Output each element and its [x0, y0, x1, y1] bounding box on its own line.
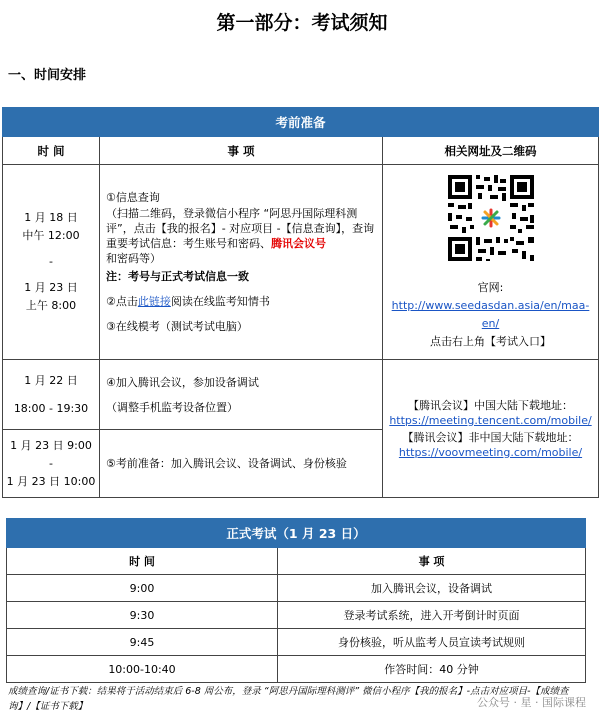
time-line: 上午 8:00 [25, 299, 77, 312]
info-desc-tail: 和密码等） [106, 252, 161, 265]
time-line: 中午 12:00 [22, 229, 80, 242]
exam-time: 9:30 [7, 602, 278, 629]
item-pre-exam: ⑤考前准备：加入腾讯会议、设备调试、身份核验 [106, 457, 347, 470]
time-line: 1 月 23 日 [24, 281, 78, 294]
site-hint: 点击右上角【考试入口】 [430, 335, 551, 348]
row1-items [100, 165, 383, 360]
time-line: 1 月 22 日 [24, 373, 78, 387]
item-adjust-device: （调整手机监考设备位置） [106, 400, 238, 414]
time-line: 1 月 18 日 [24, 211, 78, 224]
exam-header-time: 时 间 [7, 548, 278, 575]
row1-links [383, 165, 599, 360]
note-text: 注：考号与正式考试信息一致 [106, 270, 249, 283]
table-row [3, 165, 599, 360]
exam-header-item: 事 项 [278, 548, 586, 575]
time-line: 1 月 23 日 9:00 [10, 438, 92, 452]
table-row [3, 360, 599, 430]
item-info-query: ①信息查询 [106, 191, 160, 204]
notice-link[interactable]: 此链接 [137, 295, 171, 308]
qr-code[interactable] [446, 173, 536, 263]
time-line: - [49, 255, 53, 268]
exam-band: 正式考试（1 月 23 日） [7, 519, 586, 548]
download-label-cn: 【腾讯会议】中国大陆下载地址： [408, 398, 573, 412]
exam-table [6, 518, 586, 683]
item-mock-exam: ③在线模考（测试考试电脑） [106, 320, 248, 333]
site-label: 官网: [477, 281, 504, 294]
exam-time: 10:00-10:40 [7, 656, 278, 683]
header-links: 相关网址及二维码 [383, 137, 599, 165]
row1-time [3, 165, 100, 360]
exam-item: 登录考试系统，进入开考倒计时页面 [278, 602, 586, 629]
footer-note: 成绩查询/证书下载：结果将于活动结束后 6-8 周公布，登录 “阿思丹国际理科测评” 微信小程序【我的报名】-点击对应项目-【成绩查询】/【证书下载】 [8, 686, 569, 712]
info-desc-text: （扫描二维码，登录微信小程序 “阿思丹国际理科测评”，点击【我的报名】- 对应项目 -【信息查询】，查询重要考试信息：考生账号和密码、 [106, 207, 375, 250]
item-info-desc [106, 206, 377, 266]
prep-table [2, 107, 599, 498]
row2-items [100, 360, 383, 430]
row3-time [3, 430, 100, 498]
section-heading: 一、时间安排 [8, 68, 87, 83]
row2-time [3, 360, 100, 430]
time-line: - [49, 456, 53, 470]
download-link-cn[interactable]: https://meeting.tencent.com/mobile/ [389, 413, 592, 427]
site-link[interactable]: http://www.seedasdan.asia/en/maa-en/ [391, 299, 590, 330]
link-prefix: ②点击 [106, 295, 138, 308]
table-row [7, 656, 586, 683]
prep-band: 考前准备 [3, 108, 599, 137]
row3-items [100, 430, 383, 498]
exam-time: 9:00 [7, 575, 278, 602]
item-join-meeting: ④加入腾讯会议，参加设备调试 [106, 375, 259, 389]
link-suffix: 阅读在线监考知情书 [170, 295, 270, 308]
header-item: 事 项 [100, 137, 383, 165]
table-row [7, 602, 586, 629]
meeting-id-text: 腾讯会议号 [271, 237, 326, 250]
time-line: 18:00 - 19:30 [13, 401, 89, 415]
exam-item: 作答时间：40 分钟 [278, 656, 586, 683]
page-title: 第一部分：考试须知 [216, 12, 388, 34]
download-label-intl: 【腾讯会议】非中国大陆下载地址： [402, 430, 579, 444]
time-line: 1 月 23 日 10:00 [6, 474, 96, 488]
exam-item: 加入腾讯会议，设备调试 [278, 575, 586, 602]
header-time: 时 间 [3, 137, 100, 165]
exam-time: 9:45 [7, 629, 278, 656]
table-row [7, 629, 586, 656]
table-row [7, 575, 586, 602]
row2-links [383, 360, 599, 498]
item-link-read [106, 294, 377, 309]
download-link-intl[interactable]: https://voovmeeting.com/mobile/ [398, 445, 583, 459]
exam-item: 身份核验，听从监考人员宣读考试规则 [278, 629, 586, 656]
watermark: 公众号 · 星 · 国际课程 [477, 696, 586, 709]
